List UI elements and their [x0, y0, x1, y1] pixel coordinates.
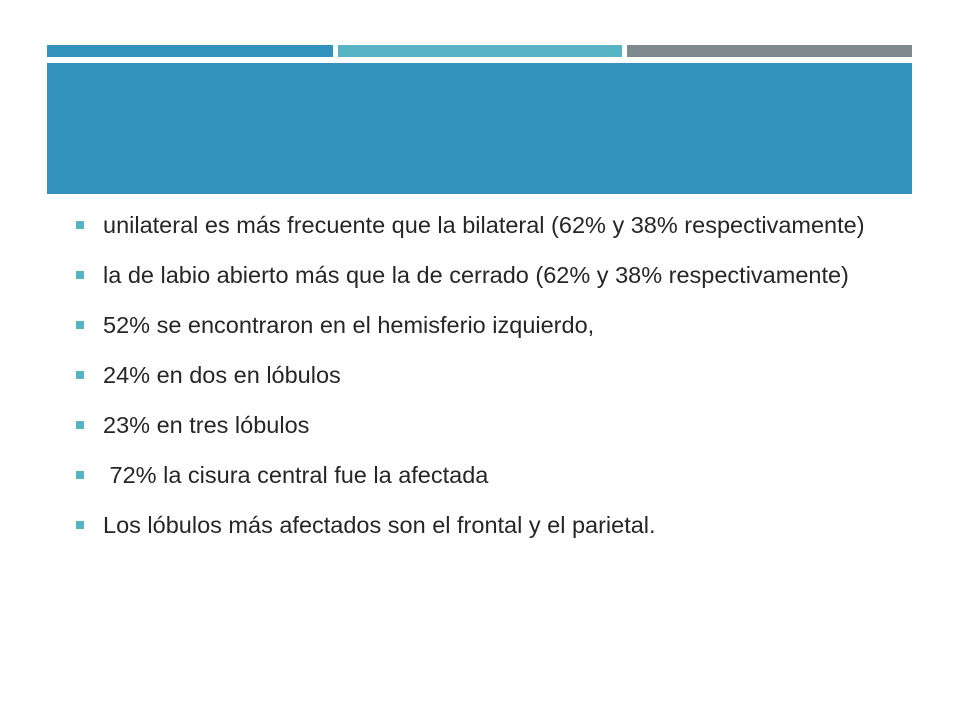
square-bullet-icon [76, 221, 84, 229]
accent-bar-teal [338, 45, 622, 57]
bullet-item [76, 410, 896, 441]
bullet-list [76, 210, 896, 560]
bullet-text: 52% se encontraron en el hemisferio izquierdo, [103, 312, 595, 339]
bullet-item [76, 460, 896, 491]
bullet-text: 72% la cisura central fue la afectada [103, 462, 489, 489]
bullet-item [76, 260, 896, 291]
square-bullet-icon [76, 521, 84, 529]
bullet-text: 23% en tres lóbulos [103, 412, 310, 439]
accent-bar-blue [47, 45, 333, 57]
bullet-text: unilateral es más frecuente que la bilateral (62% y 38% respectivamente) [103, 212, 865, 238]
bullet-item [76, 360, 896, 391]
title-band [47, 63, 912, 194]
square-bullet-icon [76, 321, 84, 329]
square-bullet-icon [76, 421, 84, 429]
bullet-text: la de labio abierto más que la de cerrado (62% y 38% respectivamente) [103, 262, 849, 289]
bullet-text: 24% en dos en lóbulos [103, 362, 341, 389]
square-bullet-icon [76, 471, 84, 479]
bullet-text: Los lóbulos más afectados son el frontal y el parietal. [103, 512, 656, 539]
bullet-item [76, 210, 896, 241]
square-bullet-icon [76, 271, 84, 279]
bullet-item [76, 510, 896, 541]
square-bullet-icon [76, 371, 84, 379]
bullet-item [76, 310, 896, 341]
accent-bar-gray [627, 45, 912, 57]
